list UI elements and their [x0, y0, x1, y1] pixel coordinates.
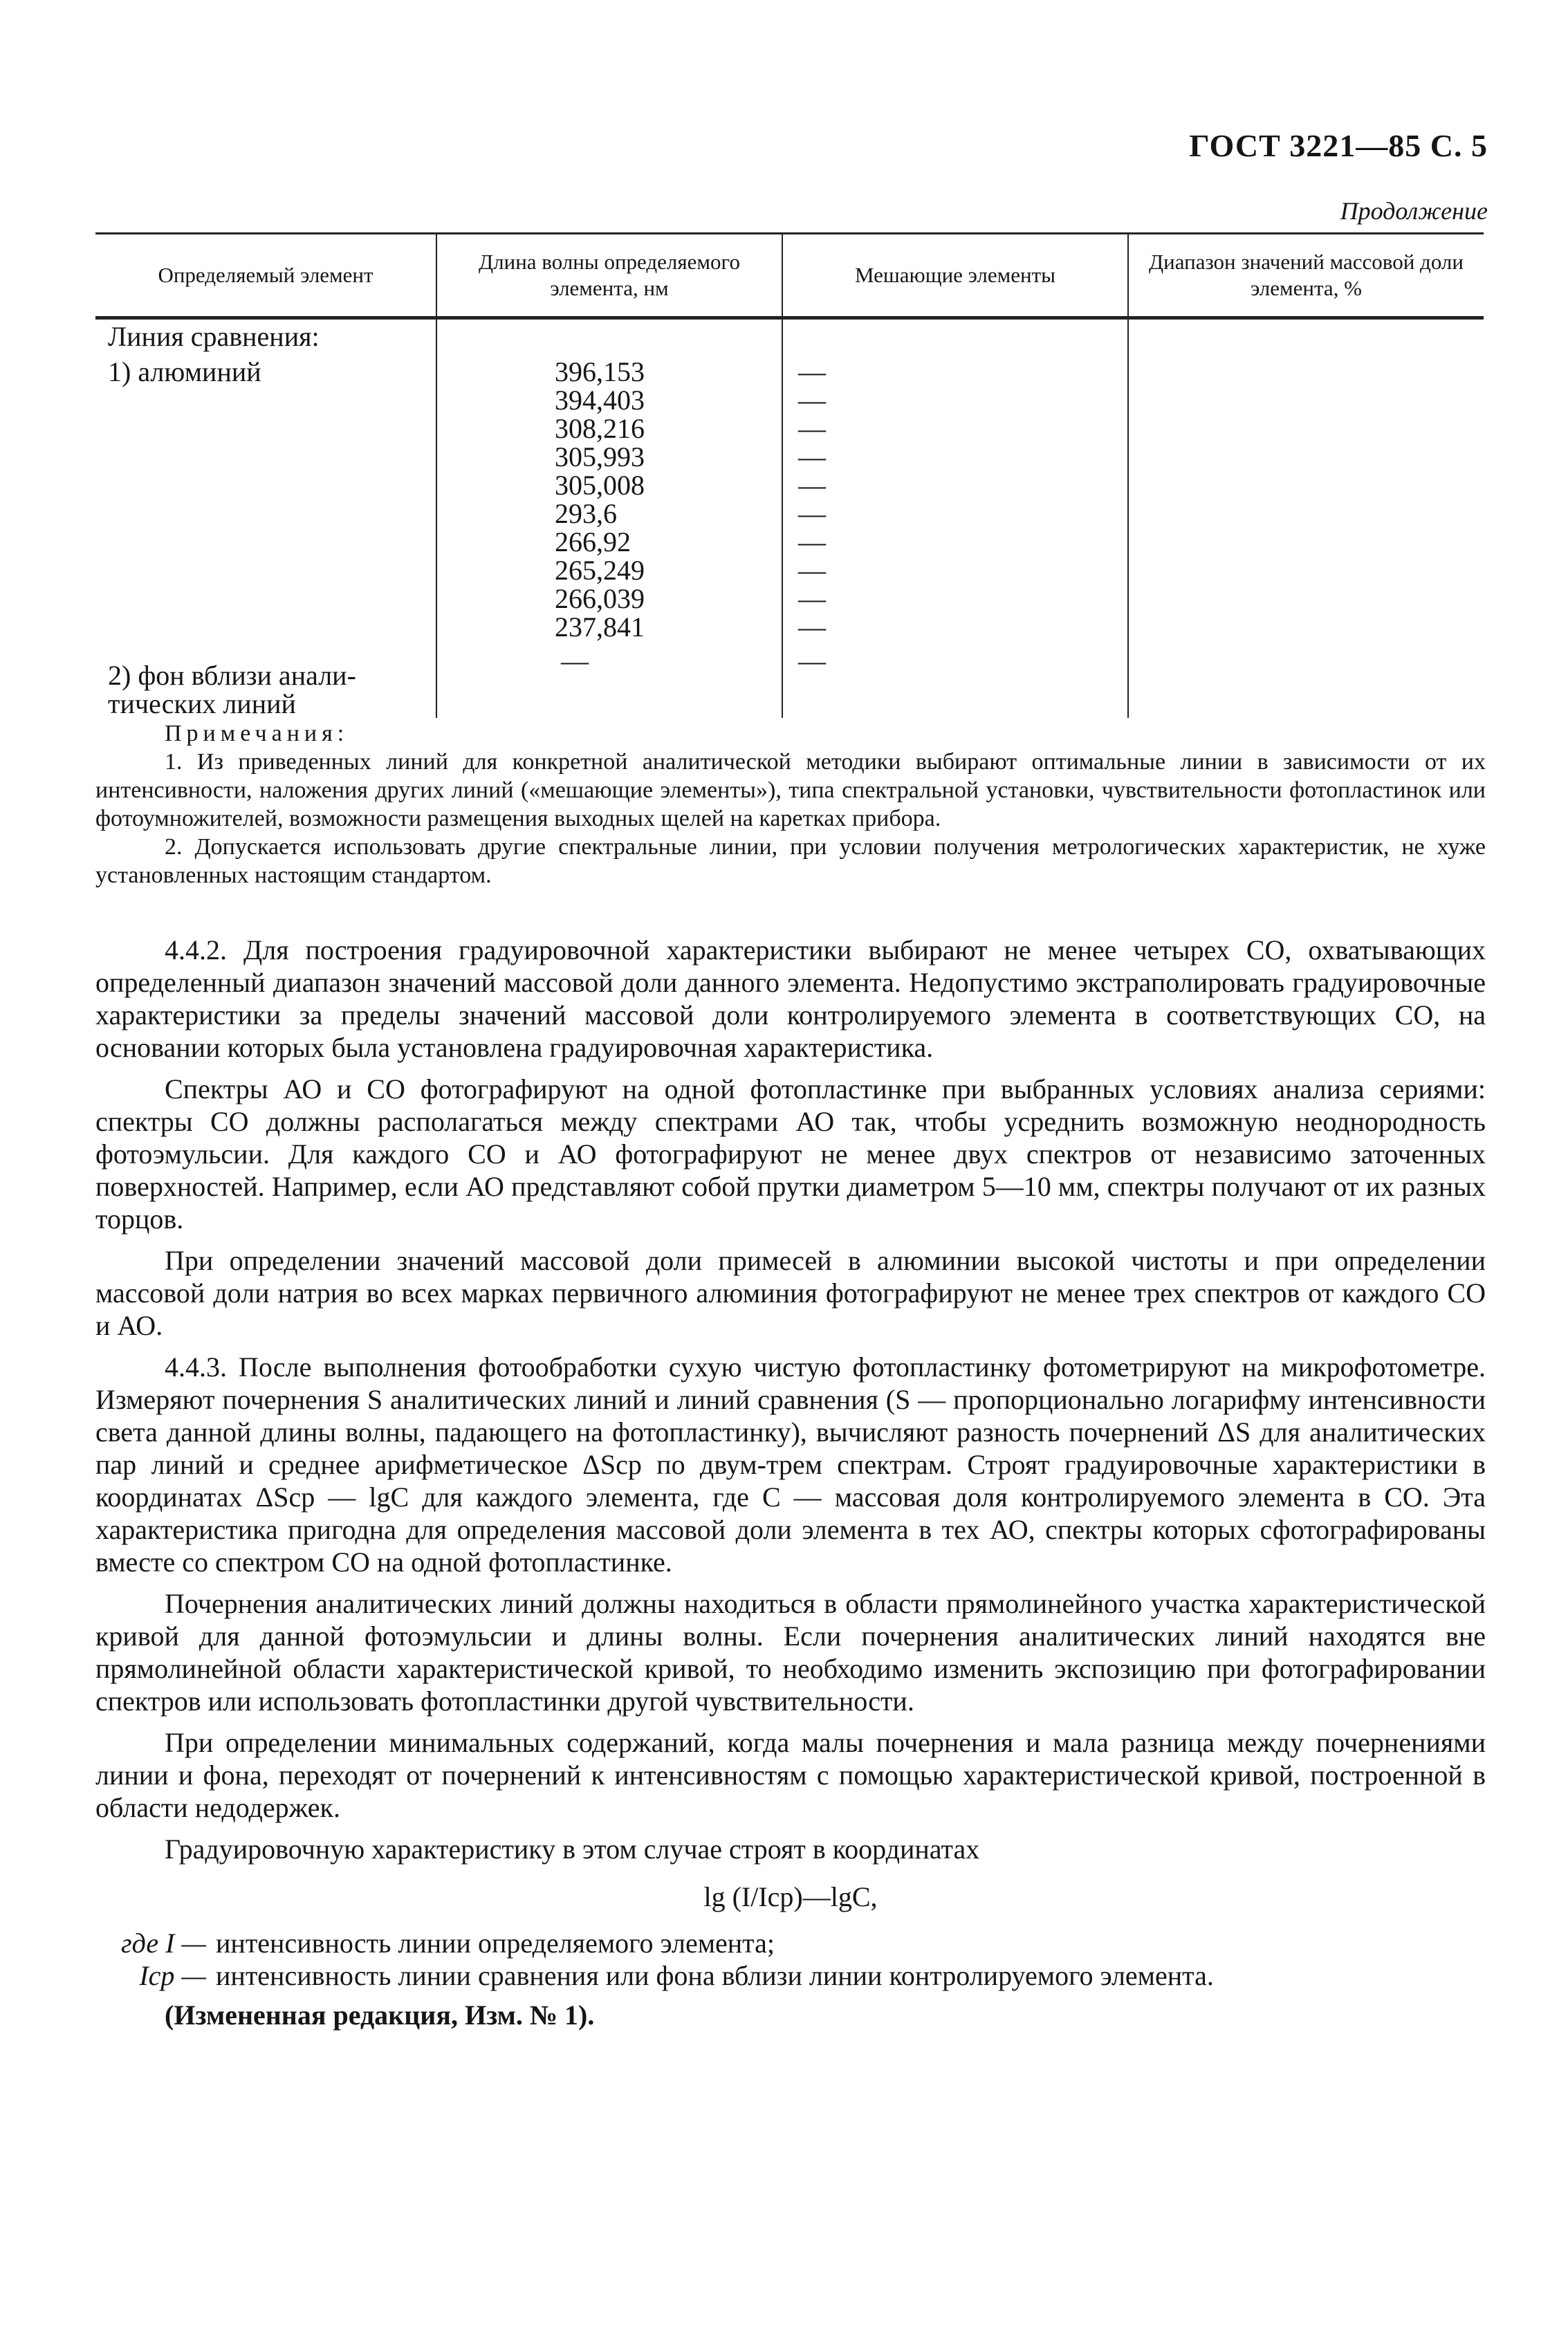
wavelength-value: 266,92: [555, 526, 631, 557]
empty-value-dash: —: [798, 385, 826, 416]
paragraph-4-4-2: 4.4.2. Для построения градуировочной характеристики выбирают не менее четырех СО, охватывающих определенный диапазон значений массовой доли данного элемента. Недопустимо экстраполировать градуировочные характеристики за пределы значений массовой доли контролируемого элемента в соответствующих СО, на основании которых была установлена градуировочная характеристика.: [95, 934, 1486, 1063]
legend-text: интенсивность линии сравнения или фона вблизи линии контролируемого элемента.: [216, 1960, 1214, 1991]
notes-title: Примечания:: [165, 721, 349, 746]
note-2: 2. Допускается использовать другие спектральные линии, при условии получения метрологических характеристик, не хуже установленных настоящим стандартом.: [95, 834, 1486, 888]
empty-value-dash: —: [798, 470, 826, 501]
paragraph: Почернения аналитических линий должны находиться в области прямолинейного участка характеристической кривой для данной фотоэмульсии и длины волны. Если почернения аналитических линий находятся вне прямолинейной области характеристической кривой, то необходимо изменить экспозицию при фотографировании спектров или использовать фотопластинки другой чувствительности.: [95, 1588, 1486, 1717]
table-row: [95, 318, 1484, 719]
item2-label: 2) фон вблизи анали-: [108, 660, 356, 691]
empty-value-dash: —: [798, 645, 826, 676]
body-text: [95, 934, 1486, 2031]
formula: lg (I/Iср)—lgC,: [703, 1881, 878, 1912]
paragraph: Градуировочную характеристику в этом случае строят в координатах: [165, 1834, 980, 1865]
column-header-element: Определяемый элемент: [95, 234, 436, 318]
paragraph: При определении минимальных содержаний, когда малы почернения и мала разница между почернениями линии и фона, переходят от почернений к интенсивностям с помощью характеристической кривой, построенной в области недодержек.: [95, 1727, 1486, 1823]
wavelength-table: [95, 232, 1484, 718]
empty-value-dash: —: [798, 526, 826, 557]
wavelength-value: 265,249: [555, 555, 645, 586]
wavelength-value: 305,008: [555, 470, 645, 501]
empty-value-dash: —: [798, 356, 826, 387]
continuation-label: Продолжение: [1340, 197, 1488, 225]
wavelength-value: 394,403: [555, 385, 645, 416]
amendment-note: (Измененная редакция, Изм. № 1).: [165, 1999, 595, 2031]
column-header-interfering: Мешающие элементы: [782, 234, 1128, 318]
paragraph-4-4-3: 4.4.3. После выполнения фотообработки сухую чистую фотопластинку фотометрируют на микрофотометре. Измеряют почернения S аналитических линий и линий сравнения (S — пропорционально логарифму интенсивности света данной длины волны, падающего на фотопластинку), вычисляют разность почернений ΔS для аналитических пар линий и среднее арифметическое ΔSср по двум-трем спектрам. Строят градуировочные характеристики в координатах ΔSср — lgC для каждого элемента, где C — массовая доля контролируемого элемента в СО. Эта характеристика пригодна для определения массовой доли элемента в тех АО, спектры которых сфотографированы вместе со спектром СО на одной фотопластинке.: [95, 1351, 1486, 1578]
group-label: Линия сравнения:: [108, 321, 320, 352]
wavelength-value: 308,216: [555, 413, 645, 444]
column-header-range: Диапазон значений массовой доли элемента, %: [1128, 234, 1484, 318]
empty-value-dash: —: [798, 611, 826, 643]
notes-section: [95, 719, 1486, 889]
item2-label: тических линий: [108, 688, 296, 719]
item1-label: 1) алюминий: [108, 356, 261, 387]
paragraph: Спектры АО и СО фотографируют на одной фотопластинке при выбранных условиях анализа сериями: спектры СО должны располагаться между спектрами АО так, чтобы усреднить возможную неоднородность фотоэмульсии. Для каждого СО и АО фотографируют не менее двух спектров от независимо заточенных поверхностей. Например, если АО представляют собой прутки диаметром 5—10 мм, спектры получают от их разных торцов.: [95, 1073, 1486, 1235]
note-1: 1. Из приведенных линий для конкретной аналитической методики выбирают оптимальные линии в зависимости от их интенсивности, наложения других линий («мешающие элементы»), типа спектральной установки, чувствительности фотопластинок или фотоумножителей, возможности размещения выходных щелей на каретках прибора.: [95, 749, 1486, 831]
wavelength-value: 305,993: [555, 441, 645, 472]
empty-value-dash: —: [798, 498, 826, 529]
wavelength-value: 266,039: [555, 583, 645, 614]
column-header-wavelength: Длина волны определяемого элемента, нм: [436, 234, 782, 318]
legend-text: интенсивность линии определяемого элемента;: [216, 1928, 775, 1959]
formula-legend: [95, 1927, 1486, 1992]
empty-value-dash: —: [798, 555, 826, 586]
page-header: ГОСТ 3221—85 С. 5: [1189, 128, 1488, 163]
paragraph: При определении значений массовой доли примесей в алюминии высокой чистоты и при определении массовой доли натрия во всех марках первичного алюминия фотографируют не менее трех спектров от каждого СО и АО.: [95, 1245, 1486, 1341]
empty-value-dash: —: [798, 413, 826, 444]
legend-symbol: где I —: [121, 1928, 206, 1959]
empty-value-dash: —: [561, 645, 589, 676]
empty-value-dash: —: [798, 583, 826, 614]
wavelength-value: 293,6: [555, 498, 617, 529]
empty-value-dash: —: [798, 441, 826, 472]
wavelength-value: 396,153: [555, 356, 645, 387]
wavelength-value: 237,841: [555, 611, 645, 643]
legend-symbol: Iср —: [139, 1960, 206, 1991]
